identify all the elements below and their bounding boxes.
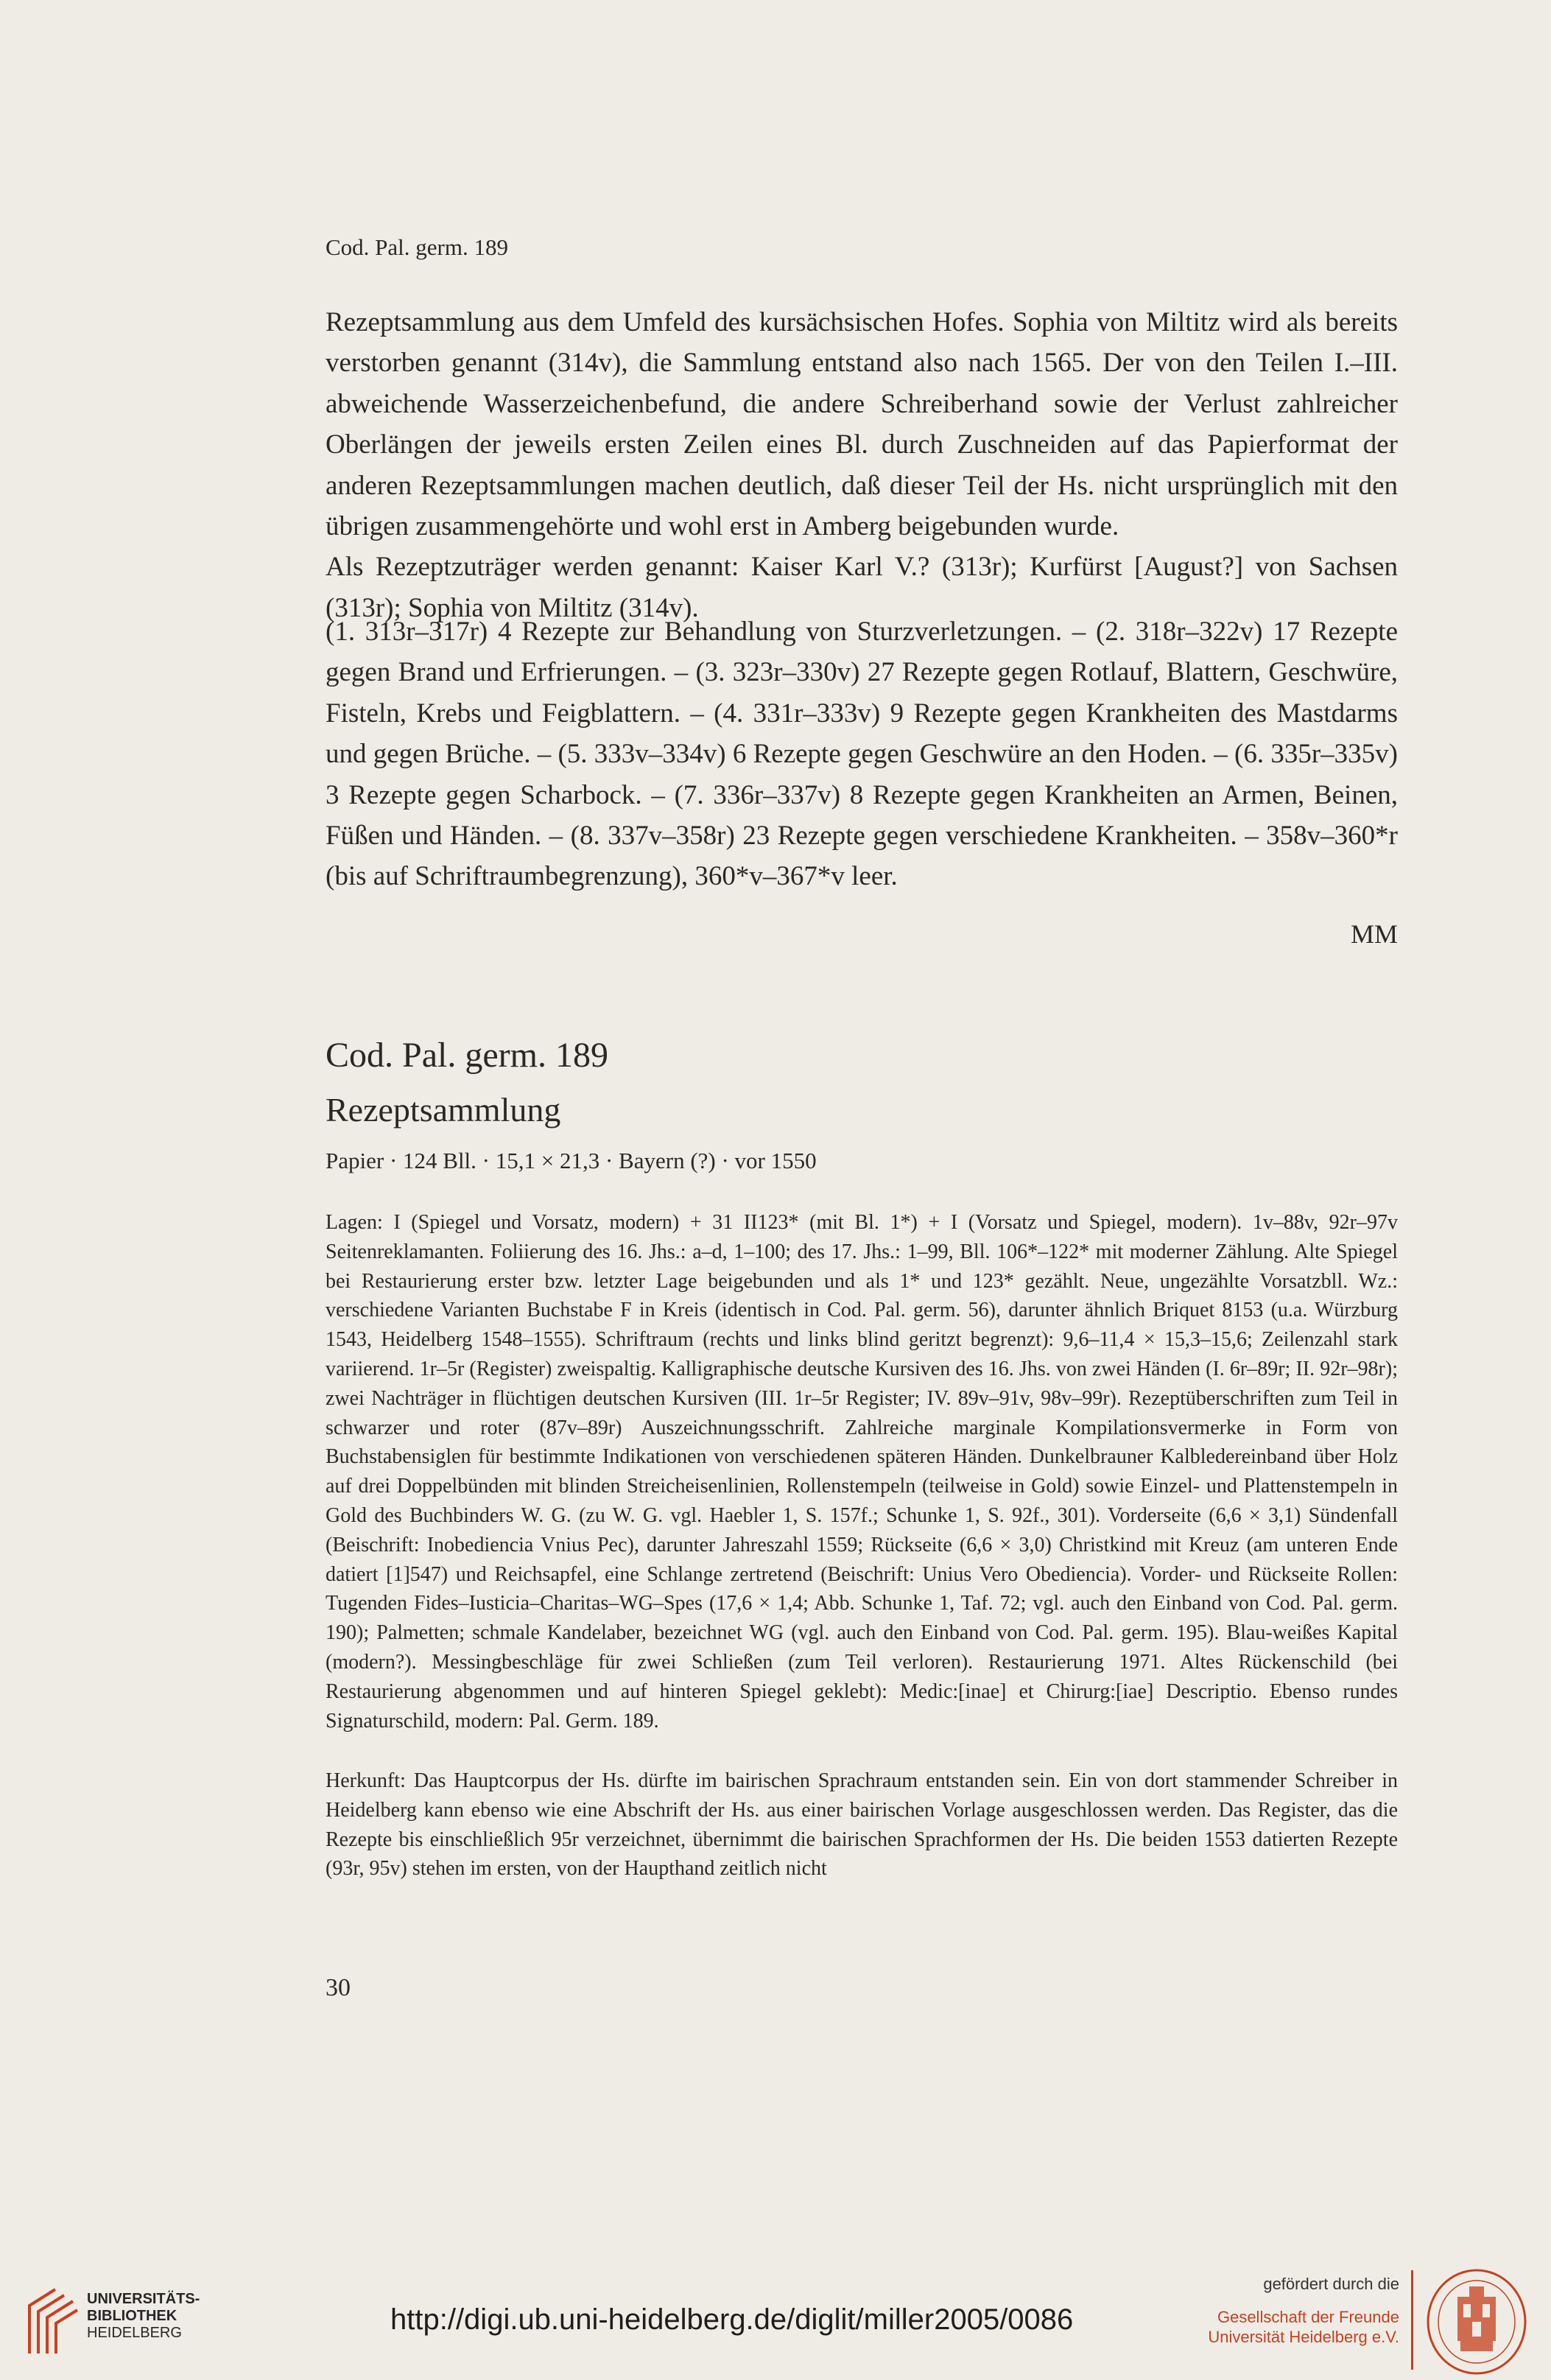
sponsor-line2: Universität Heidelberg e.V. [1208,2328,1399,2346]
sponsor-line1: Gesellschaft der Freunde [1217,2308,1399,2326]
library-name-line3: HEIDELBERG [87,2325,182,2341]
sponsor-divider [1411,2270,1413,2370]
university-seal-icon [1425,2267,1528,2376]
library-name-line1: UNIVERSITÄTS- [87,2291,200,2307]
entry-title: Rezeptsammlung [326,1091,561,1128]
origin-section [326,1766,1398,1884]
permalink[interactable]: http://digi.ub.uni-heidelberg.de/diglit/miller2005/0086 [390,2303,1074,2336]
paragraph-description: Lagen: I (Spiegel und Vorsatz, modern) + 31 II123* (mit Bl. 1*) + I (Vorsatz und Spiegel, modern). 1v–88v, 92r–97v Seitenreklamanten. Foliierung des 16. Jhs.: a–d, 1–100; des 17. Jhs.: 1–99, Bll. 106*–122* mit moderner Zählung. Alte Spiegel bei Restaurierung erster bzw. letzter Lage beigebunden und als 1* und 123* gezählt. Neue, ungezählte Vorsatzbll. Wz.: verschiedene Varianten Buchstabe F in Kreis (identisch in Cod. Pal. germ. 56), darunter ähnlich Briquet 8153 (u.a. Würzburg 1543, Heidelberg 1548–1555). Schriftraum (rechts und links blind geritzt begrenzt): 9,6–11,4 × 15,3–15,6; Zeilenzahl stark variierend. 1r–5r (Register) zweispaltig. Kalligraphische deutsche Kursiven des 16. Jhs. von zwei Händen (I. 6r–89r; II. 92r–98r); zwei Nachträger in flüchtigen deutschen Kursiven (III. 1r–5r Register; IV. 89v–91v, 98v–99r). Rezeptüberschriften zum Teil in schwarzer und roter (87v–89r) Auszeichnungsschrift. Zahlreiche marginale Kompilationsvermerke in Form von Buchstabensiglen für bestimmte Indikationen von verschiedenen späteren Händen. Dunkelbrauner Kalbledereinband über Holz auf drei Doppelbünden mit blinden Streicheisenlinien, Rollenstempeln (teilweise in Gold) sowie Einzel- und Plattenstempeln in Gold des Buchbinders W. G. (zu W. G. vgl. Haebler 1, S. 157f.; Schunke 1, S. 92f., 301). Vorderseite (6,6 × 3,1) Sündenfall (Beischrift: Inobediencia Vnius Pec), darunter Jahreszahl 1559; Rückseite (6,6 × 3,0) Christkind mit Kreuz (am unteren Ende datiert [1]547) und Reichsapfel, eine Schlange zertretend (Beischrift: Unius Vero Obediencia). Vorder- und Rückseite Rollen: Tugenden Fides–Iusticia–Charitas–WG–Spes (17,6 × 1,4; Abb. Schunke 1, Taf. 72; vgl. auch den Einband von Cod. Pal. germ. 190); Palmetten; schmale Kandelaber, bezeichnet WG (vgl. auch den Einband von Cod. Pal. germ. 195). Blau-weißes Kapital (modern?). Messingbeschläge für zwei Schließen (zum Teil verloren). Restaurierung 1971. Altes Rückenschild (bei Restaurierung abgenommen und auf hinteren Spiegel geklebt): Medic:[inae] et Chirurg:[iae] Descriptio. Ebenso rundes Signaturschild, modern: Pal. Germ. 189. [326,1211,1398,1733]
paragraph-contents: (1. 313r–317r) 4 Rezepte zur Behandlung von Sturzverletzungen. – (2. 318r–322v) 17 Rezepte gegen Brand und Erfrierungen. – (3. 323r–330v) 27 Rezepte gegen Rotlauf, Blattern, Geschwüre, Fisteln, Krebs und Feigblattern. – (4. 331r–333v) 9 Rezepte gegen Krankheiten des Mastdarms und gegen Brüche. – (5. 333v–334v) 6 Rezepte gegen Geschwüre an den Hoden. – (6. 335r–335v) 3 Rezepte gegen Scharbock. – (7. 336r–337v) 8 Rezepte gegen Krankheiten an Armen, Beinen, Füßen und Händen. – (8. 337v–358r) 23 Rezepte gegen verschiedene Krankheiten. – 358v–360*r (bis auf Schriftraumbegrenzung), 360*v–367*v leer. [326,617,1398,892]
library-name-line2: BIBLIOTHEK [87,2308,177,2324]
entry-heading: Cod. Pal. germ. 189 [326,1036,608,1075]
paragraph-provenance: Rezeptsammlung aus dem Umfeld des kursächsischen Hofes. Sophia von Miltitz wird als bereits verstorben genannt (314v), die Sammlung entstand also nach 1565. Der von den Teilen I.–III. abweichende Wasserzeichenbefund, die andere Schreiberhand sowie der Verlust zahlreicher Oberlängen der jeweils ersten Zeilen eines Bl. durch Zuschneiden auf das Papierformat der anderen Rezeptsammlungen machen deutlich, daß dieser Teil der Hs. nicht ursprünglich mit den übrigen zusammengehörte und wohl erst in Amberg beigebunden wurde. [326,307,1398,542]
running-head: Cod. Pal. germ. 189 [326,234,508,260]
library-name [87,2291,200,2342]
sponsor-intro: gefördert durch die [1263,2275,1399,2293]
page-number: 30 [326,1974,351,2001]
contents-list [326,611,1398,897]
digitization-footer [0,2261,1551,2380]
entry-metadata: Papier · 124 Bll. · 15,1 × 21,3 · Bayern (?) · vor 1550 [326,1148,817,1173]
sponsor-credit [1200,2275,1399,2347]
physical-description [326,1208,1398,1735]
ub-heidelberg-logo-icon [22,2284,81,2357]
paragraph-contributors: Als Rezeptzuträger werden genannt: Kaiser Karl V.? (313r); Kurfürst [August?] von Sachsen (313r); Sophia von Miltitz (314v). [326,552,1398,623]
author-initials: MM [1350,919,1398,949]
description-continuation [326,302,1398,628]
paragraph-origin: Herkunft: Das Hauptcorpus der Hs. dürfte im bairischen Sprachraum entstanden sein. Ein von dort stammender Schreiber in Heidelberg kann ebenso wie eine Abschrift der Hs. aus einer bairischen Vorlage ausgeschlossen werden. Das Register, das die Rezepte bis einschließlich 95r verzeichnet, übernimmt die bairischen Sprachformen der Hs. Die beiden 1553 datierten Rezepte (93r, 95v) stehen im ersten, von der Haupthand zeitlich nicht [326,1769,1398,1881]
